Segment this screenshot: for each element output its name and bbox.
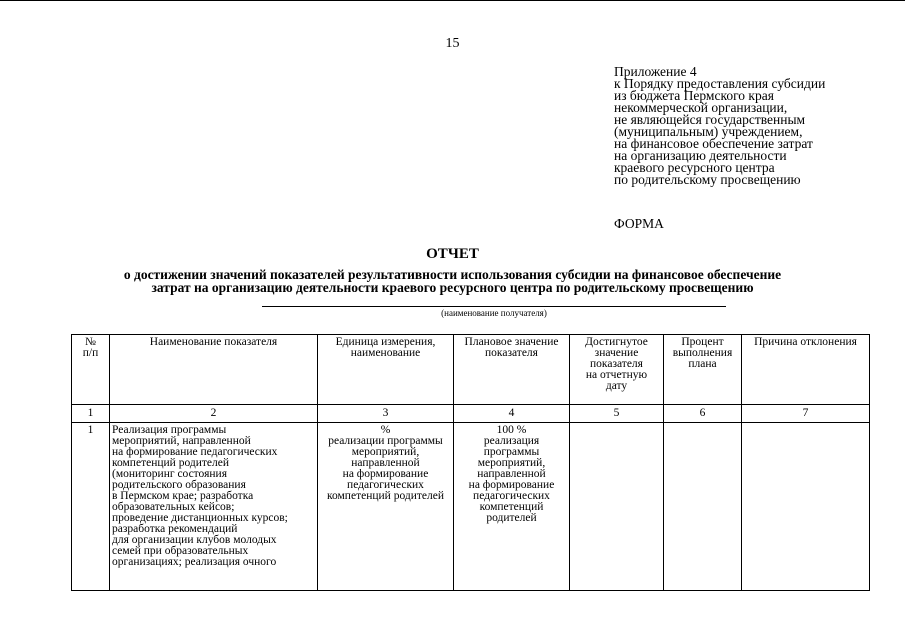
cell-line: организациях; реализация очного bbox=[112, 556, 277, 568]
header-line: дату bbox=[605, 380, 628, 392]
header-line: плана bbox=[688, 358, 717, 370]
cell-line: родительского образования bbox=[112, 479, 246, 491]
cell-line: мероприятий, bbox=[351, 446, 420, 458]
appendix-line: не являющейся государственным bbox=[614, 112, 806, 127]
cell-line: на формирование bbox=[468, 479, 555, 491]
indicator-name-cell bbox=[110, 423, 318, 591]
header-line: наименование bbox=[350, 347, 421, 359]
cell-line: родителей bbox=[486, 512, 537, 524]
unit-cell bbox=[318, 423, 454, 591]
header-line: показателя bbox=[590, 358, 643, 370]
table-header-row bbox=[72, 335, 870, 405]
row-number: 1 bbox=[72, 423, 110, 591]
table-column-number-row bbox=[72, 405, 870, 423]
appendix-line: краевого ресурсного центра bbox=[614, 160, 775, 175]
document-subtitle bbox=[40, 268, 865, 294]
header-deviation-reason bbox=[742, 335, 870, 405]
cell-line: 100 % bbox=[496, 424, 527, 436]
cell-line: % bbox=[380, 424, 391, 436]
header-percent bbox=[664, 335, 742, 405]
appendix-block bbox=[614, 66, 825, 186]
deviation-reason-cell bbox=[742, 423, 870, 591]
cell-line: разработка рекомендаций bbox=[112, 523, 238, 535]
appendix-line: Приложение 4 bbox=[614, 64, 697, 79]
subtitle-line: о достижении значений показателей результативности использования субсидии на финансовое обеспечение bbox=[123, 267, 782, 282]
cell-line: на формирование педагогических bbox=[112, 446, 278, 458]
table-row bbox=[72, 423, 870, 591]
header-line: Процент bbox=[681, 336, 724, 348]
column-number: 2 bbox=[110, 405, 318, 423]
recipient-name-line bbox=[262, 306, 726, 307]
header-line: показателя bbox=[485, 347, 538, 359]
appendix-line: на организацию деятельности bbox=[614, 148, 787, 163]
column-number: 7 bbox=[742, 405, 870, 423]
appendix-line: из бюджета Пермского края bbox=[614, 88, 774, 103]
header-line: на отчетную bbox=[585, 369, 648, 381]
recipient-caption: (наименование получателя) bbox=[441, 308, 547, 318]
header-line: выполнения bbox=[672, 347, 733, 359]
header-unit bbox=[318, 335, 454, 405]
cell-line: направленной bbox=[351, 457, 420, 469]
column-number: 3 bbox=[318, 405, 454, 423]
header-indicator-name bbox=[110, 335, 318, 405]
cell-line: (мониторинг состояния bbox=[112, 468, 227, 480]
cell-line: Реализация программы bbox=[112, 424, 227, 436]
cell-line: мероприятий, bbox=[477, 457, 546, 469]
header-line: Единица измерения, bbox=[335, 336, 436, 348]
cell-line: мероприятий, направленной bbox=[112, 435, 251, 447]
page-number: 15 bbox=[445, 36, 460, 51]
cell-line: семей при образовательных bbox=[112, 545, 249, 557]
column-number: 4 bbox=[454, 405, 570, 423]
cell-line: на формирование bbox=[342, 468, 429, 480]
column-number: 5 bbox=[570, 405, 664, 423]
appendix-line: к Порядку предоставления субсидии bbox=[614, 76, 826, 91]
header-line: Достигнутое bbox=[585, 336, 648, 348]
header-line: Наименование показателя bbox=[149, 336, 278, 348]
header-number bbox=[72, 335, 110, 405]
cell-line: реализации программы bbox=[328, 435, 443, 447]
header-line: № bbox=[85, 336, 96, 348]
column-number: 6 bbox=[664, 405, 742, 423]
cell-line: в Пермском крае; разработка bbox=[112, 490, 254, 502]
percent-cell bbox=[664, 423, 742, 591]
appendix-line: на финансовое обеспечение затрат bbox=[614, 136, 813, 151]
document-title: ОТЧЕТ bbox=[426, 246, 479, 262]
header-achieved-value bbox=[570, 335, 664, 405]
appendix-line: по родительскому просвещению bbox=[614, 172, 801, 187]
header-line: п/п bbox=[82, 347, 99, 359]
form-label: ФОРМА bbox=[614, 216, 664, 231]
cell-line: компетенций родителей bbox=[112, 457, 229, 469]
report-table bbox=[71, 334, 870, 591]
planned-value-cell bbox=[454, 423, 570, 591]
header-line: значение bbox=[594, 347, 639, 359]
cell-line: направленной bbox=[477, 468, 546, 480]
appendix-line: (муниципальным) учреждением, bbox=[614, 124, 803, 139]
header-line: Причина отклонения bbox=[754, 336, 857, 348]
cell-line: проведение дистанционных курсов; bbox=[112, 512, 288, 524]
page-top-border bbox=[0, 0, 905, 1]
cell-line: педагогических bbox=[473, 490, 550, 502]
achieved-value-cell bbox=[570, 423, 664, 591]
cell-line: программы bbox=[483, 446, 540, 458]
subtitle-line: затрат на организацию деятельности краевого ресурсного центра по родительскому просвещению bbox=[151, 280, 754, 295]
header-planned-value bbox=[454, 335, 570, 405]
cell-line: образовательных кейсов; bbox=[112, 501, 235, 513]
column-number: 1 bbox=[72, 405, 110, 423]
cell-line: компетенций bbox=[479, 501, 544, 513]
cell-line: педагогических bbox=[347, 479, 424, 491]
appendix-line: некоммерческой организации, bbox=[614, 100, 788, 115]
cell-line: реализация bbox=[483, 435, 540, 447]
header-line: Плановое значение bbox=[464, 336, 559, 348]
cell-line: компетенций родителей bbox=[327, 490, 444, 502]
cell-line: для организации клубов молодых bbox=[112, 534, 277, 546]
